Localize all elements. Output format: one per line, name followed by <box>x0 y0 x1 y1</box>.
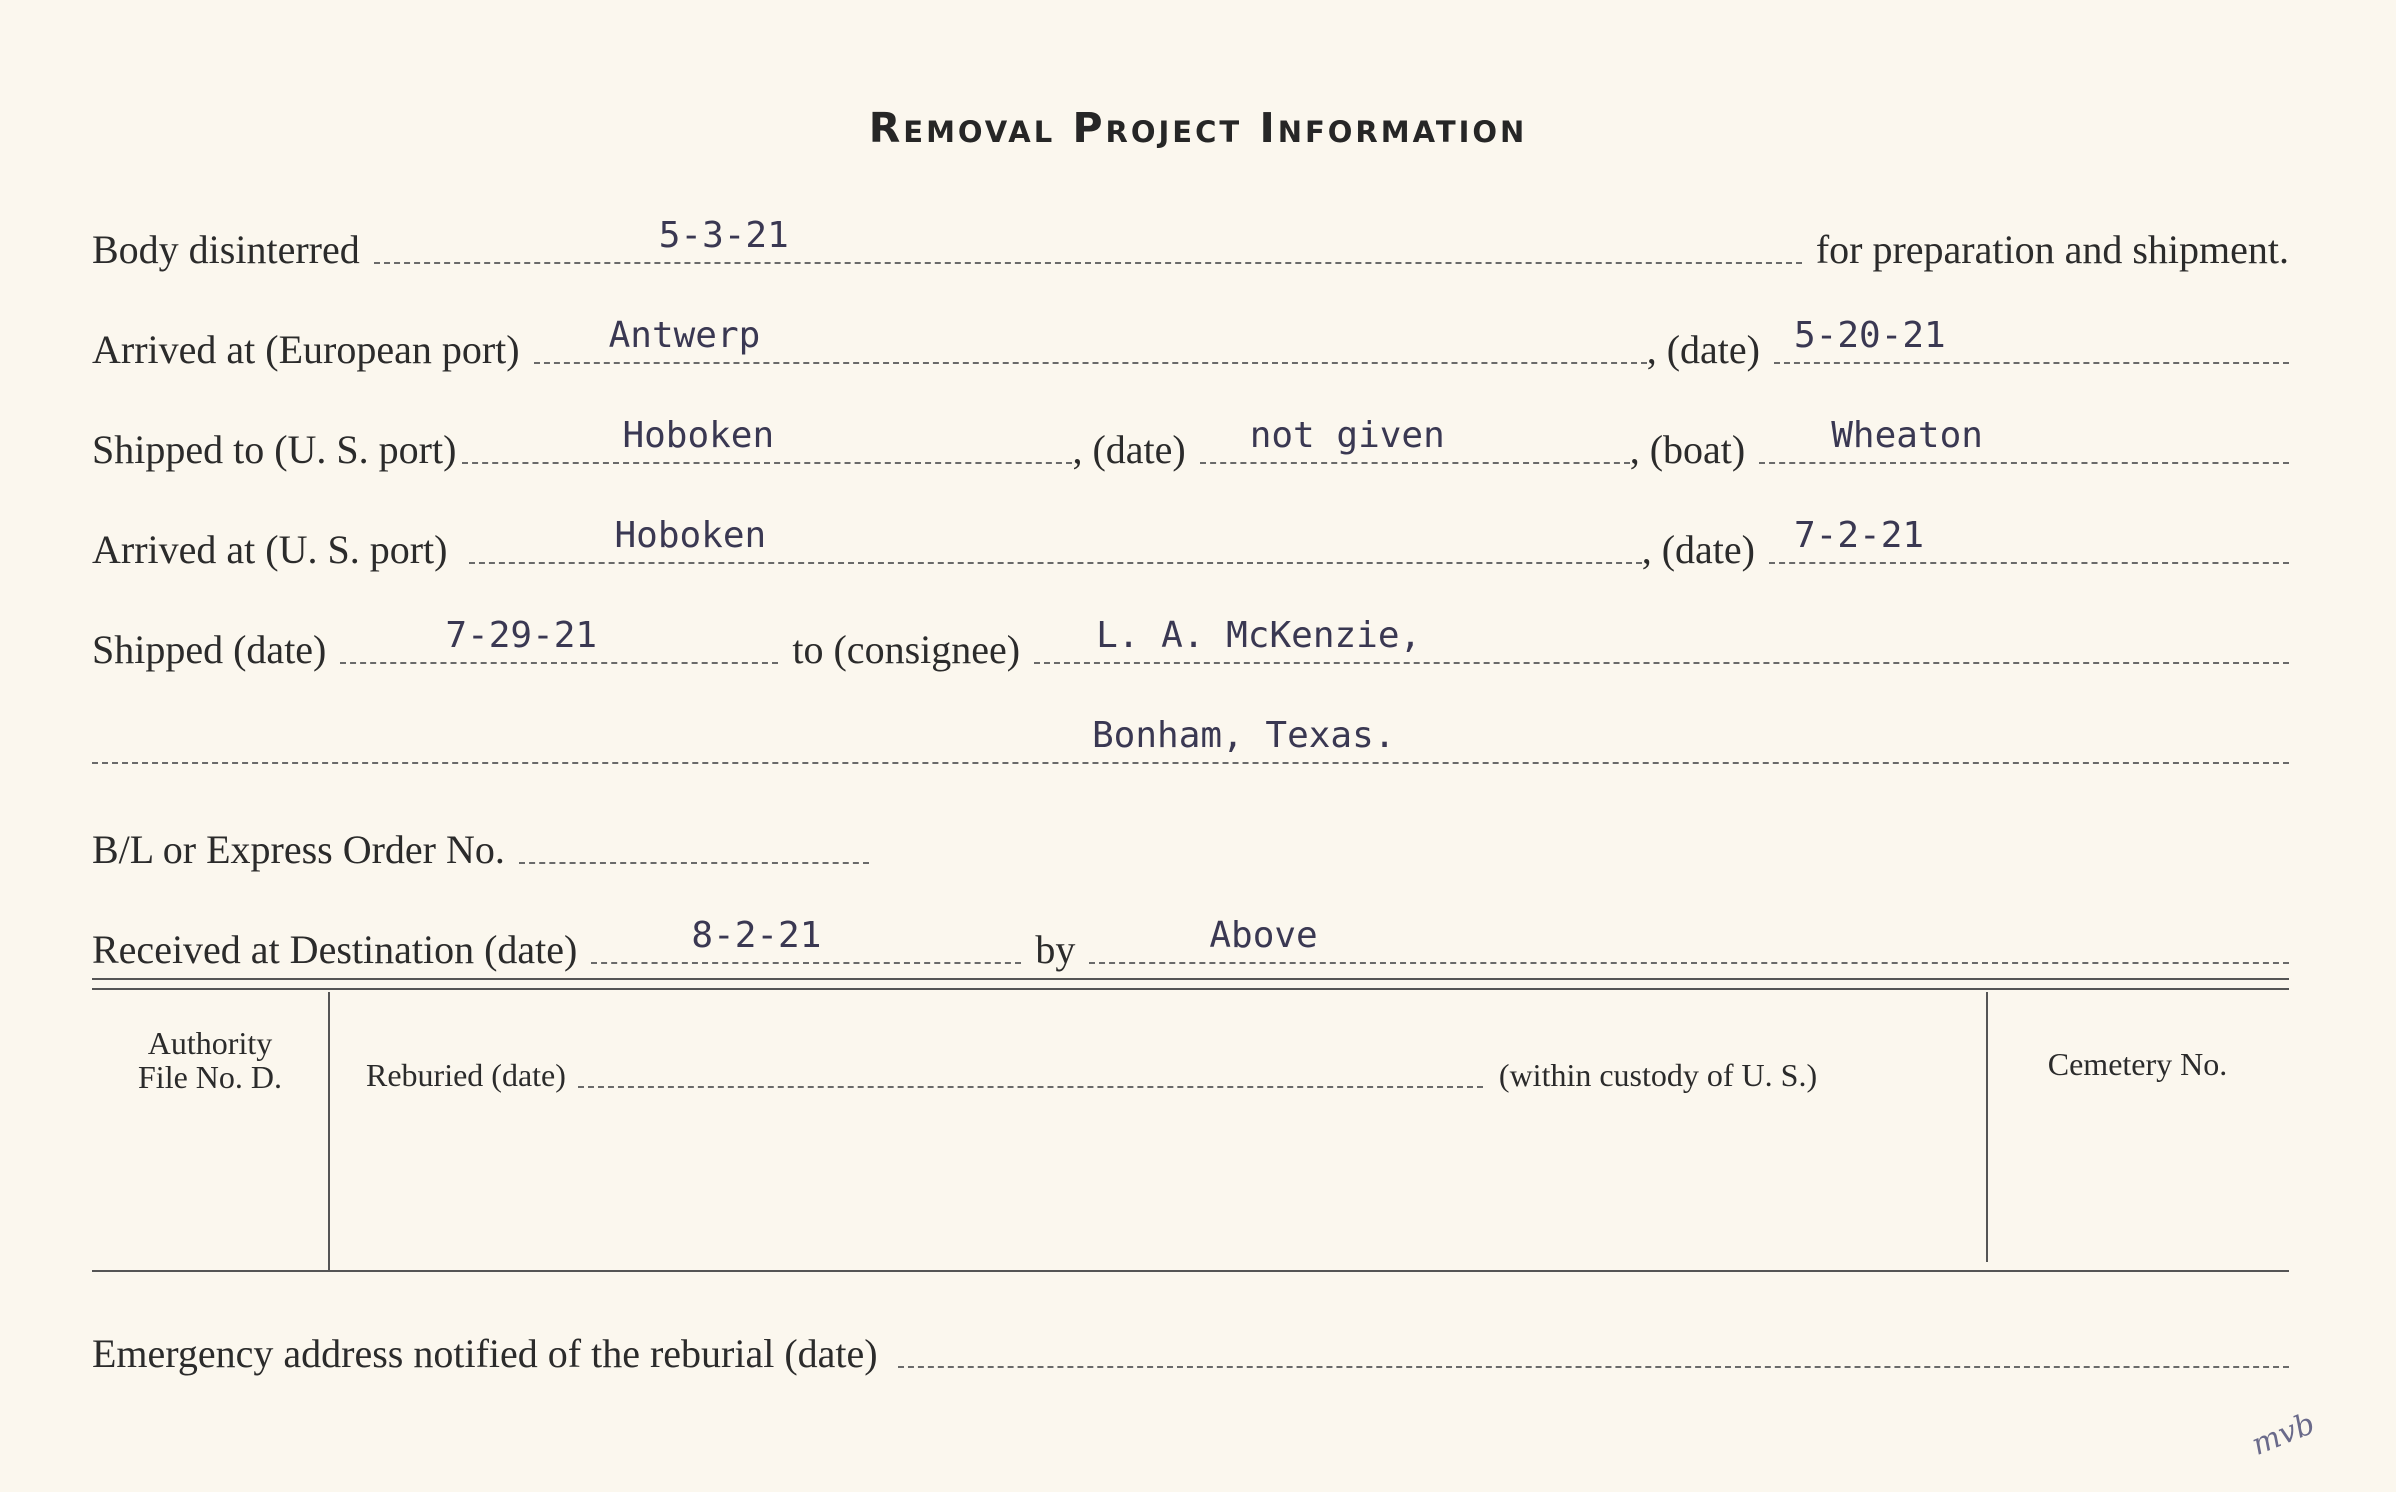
consignee-field[interactable] <box>1034 602 2289 664</box>
row-euro-port <box>92 314 2289 374</box>
received-date-value: 8-2-21 <box>691 915 822 956</box>
arrived-us-date-field[interactable] <box>1769 502 2289 564</box>
row-arrived-us <box>92 514 2289 574</box>
reburied-field[interactable] <box>578 1052 1483 1088</box>
by-label: by <box>1035 927 1076 972</box>
double-rule-top <box>92 978 2289 980</box>
disinterred-field[interactable] <box>374 202 1802 264</box>
shipped-us-field[interactable] <box>462 402 1072 464</box>
shipped-date-label: Shipped (date) <box>92 627 327 672</box>
boat-field[interactable] <box>1759 402 2289 464</box>
disinterred-value: 5-3-21 <box>658 215 789 256</box>
arrived-us-date-value: 7-2-21 <box>1794 515 1925 556</box>
received-date-field[interactable] <box>591 902 1021 964</box>
shipped-us-value: Hoboken <box>622 415 775 456</box>
consignee-value: L. A. McKenzie, <box>1096 615 1422 656</box>
row-shipped <box>92 614 2289 674</box>
shipped-us-date-value: not given <box>1249 415 1445 456</box>
box-divider-left <box>328 992 330 1270</box>
euro-port-label: Arrived at (European port) <box>92 327 520 372</box>
double-rule-bottom <box>92 988 2289 990</box>
euro-port-field[interactable] <box>534 302 1647 364</box>
row-emergency <box>92 1318 2289 1378</box>
custody-label: (within custody of U. S.) <box>1498 1057 1818 1093</box>
clerk-initials: mvb <box>2247 1406 2321 1463</box>
boat-value: Wheaton <box>1831 415 1983 456</box>
row-shipped-us <box>92 414 2289 474</box>
form-title: Removal Project Information <box>868 104 1528 152</box>
shipped-us-label: Shipped to (U. S. port) <box>92 427 457 472</box>
box-divider-right <box>1986 992 1988 1262</box>
row-received <box>92 914 2289 974</box>
disinterred-suffix: for preparation and shipment. <box>1815 227 2289 272</box>
row-disinterred <box>92 214 2289 274</box>
bl-field[interactable] <box>519 802 869 864</box>
shipped-us-date-field[interactable] <box>1200 402 1630 464</box>
address-value: Bonham, Texas. <box>1092 715 1396 756</box>
boat-label: , (boat) <box>1629 427 1746 472</box>
disinterred-label: Body disinterred <box>92 227 360 272</box>
arrived-us-label: Arrived at (U. S. port) <box>92 527 448 572</box>
emergency-label: Emergency address notified of the reburial (date) <box>92 1331 878 1376</box>
box-bottom-rule <box>92 1270 2289 1272</box>
authority-line1: Authority <box>147 1025 273 1061</box>
by-value: Above <box>1209 915 1318 956</box>
consignee-label: to (consignee) <box>792 627 1021 672</box>
received-label: Received at Destination (date) <box>92 927 578 972</box>
euro-date-label: , (date) <box>1646 327 1760 372</box>
shipped-date-value: 7-29-21 <box>445 615 598 656</box>
address-field[interactable] <box>92 702 2289 764</box>
emergency-field[interactable] <box>898 1306 2289 1368</box>
euro-date-field[interactable] <box>1774 302 2289 364</box>
euro-port-value: Antwerp <box>608 315 761 356</box>
arrived-us-value: Hoboken <box>614 515 767 556</box>
reburied-label: Reburied (date) <box>366 1057 566 1093</box>
arrived-us-field[interactable] <box>469 502 1641 564</box>
shipped-us-date-label: , (date) <box>1072 427 1186 472</box>
row-bl <box>92 814 869 874</box>
bl-label: B/L or Express Order No. <box>92 827 505 872</box>
cemetery-label: Cemetery No. <box>2047 1046 2228 1082</box>
row-address <box>92 714 2289 774</box>
reburied-row <box>366 1044 1966 1094</box>
euro-date-value: 5-20-21 <box>1794 315 1946 356</box>
by-field[interactable] <box>1089 902 2289 964</box>
authority-block <box>92 1026 328 1094</box>
shipped-date-field[interactable] <box>340 602 778 664</box>
arrived-us-date-label: , (date) <box>1641 527 1755 572</box>
authority-line2: File No. D. <box>138 1059 282 1095</box>
